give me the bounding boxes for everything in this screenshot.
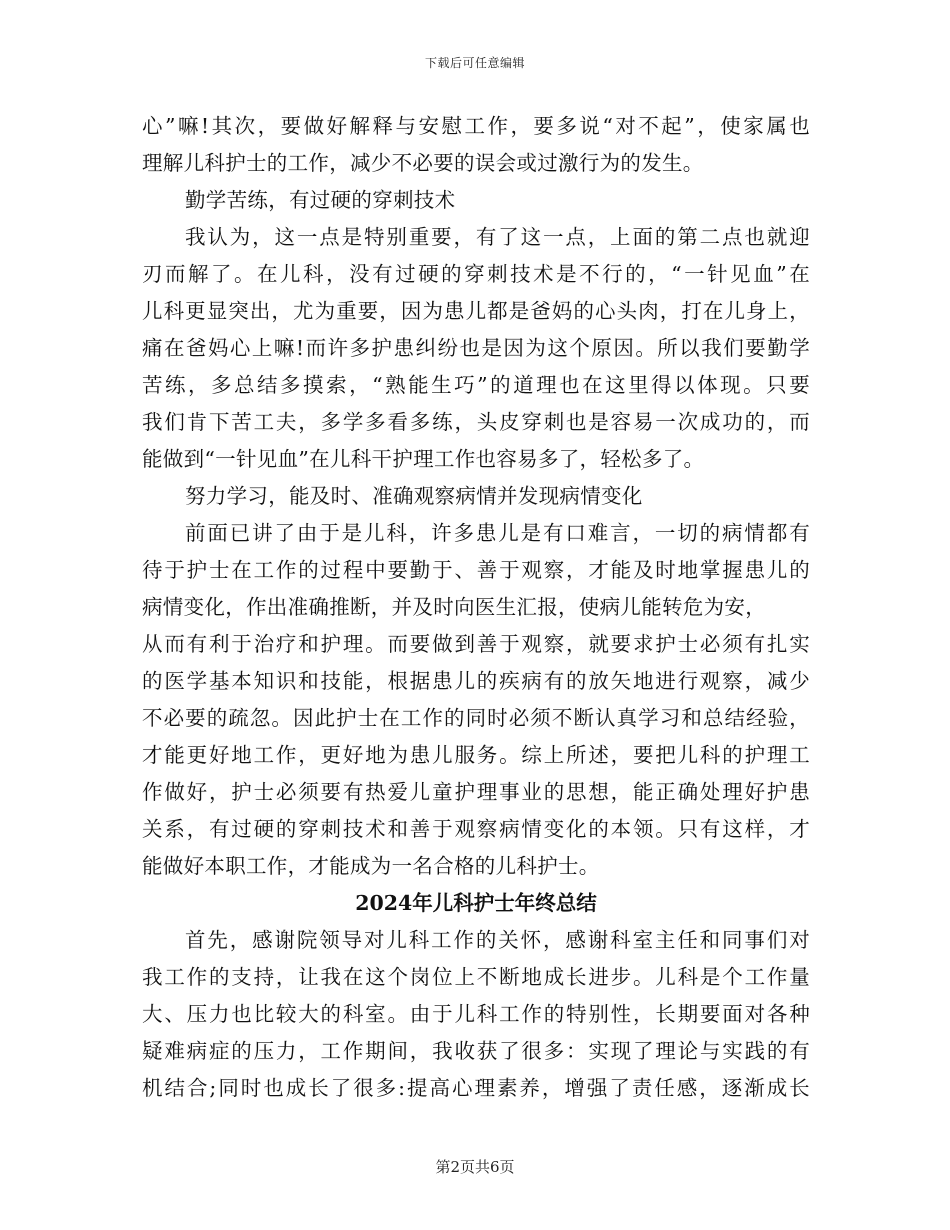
body-line: 不必要的疏忽。因此护士在工作的同时必须不断认真学习和总结经验， [142,706,810,730]
section-heading: 努力学习，能及时、准确观察病情并发现病情变化 [185,484,643,508]
document-title: 2024年儿科护士年终总结 [355,891,597,915]
body-line: 作做好，护士必须要有热爱儿童护理事业的思想，能正确处理好护患 [142,780,810,804]
body-line: 病情变化，作出准确推断，并及时向医生汇报，使病儿能转危为安， [142,595,766,619]
body-line: 首先，感谢院领导对儿科工作的关怀，感谢科室主任和同事们对 [185,928,810,952]
document-body [142,108,810,1107]
body-line: 能做好本职工作，才能成为一名合格的儿科护士。 [142,854,600,878]
body-line: 我工作的支持，让我在这个岗位上不断地成长进步。儿科是个工作量 [142,965,810,989]
body-line: 痛在爸妈心上嘛!而许多护患纠纷也是因为这个原因。所以我们要勤学 [142,336,810,360]
body-line: 从而有利于治疗和护理。而要做到善于观察，就要求护士必须有扎实 [142,632,810,656]
body-line: 刃而解了。在儿科，没有过硬的穿刺技术是不行的，“一针见血”在 [142,262,810,286]
body-line: 待于护士在工作的过程中要勤于、善于观察，才能及时地掌握患儿的 [142,558,810,582]
body-line: 才能更好地工作，更好地为患儿服务。综上所述，要把儿科的护理工 [142,743,810,767]
body-line: 理解儿科护士的工作，减少不必要的误会或过激行为的发生。 [142,151,704,175]
body-line: 苦练，多总结多摸索，“熟能生巧”的道理也在这里得以体现。只要 [142,373,810,397]
body-line: 关系，有过硬的穿刺技术和善于观察病情变化的本领。只有这样，才 [142,817,810,841]
body-line: 我们肯下苦工夫，多学多看多练，头皮穿刺也是容易一次成功的，而 [142,410,810,434]
body-line: 的医学基本知识和技能，根据患儿的疾病有的放矢地进行观察，减少 [142,669,810,693]
body-line: 能做到“一针见血”在儿科干护理工作也容易多了，轻松多了。 [142,447,705,471]
body-line: 疑难病症的压力，工作期间，我收获了很多：实现了理论与实践的有 [142,1039,810,1063]
body-line: 我认为，这一点是特别重要，有了这一点，上面的第二点也就迎 [185,225,810,249]
body-line: 大、压力也比较大的科室。由于儿科工作的特别性，长期要面对各种 [142,1002,810,1026]
header-note: 下载后可任意编辑 [424,56,525,70]
body-line: 前面已讲了由于是儿科，许多患儿是有口难言，一切的病情都有 [185,521,810,545]
section-heading: 勤学苦练，有过硬的穿刺技术 [185,188,456,212]
page-number: 第2页共6页 [435,1158,515,1176]
body-line: 机结合;同时也成长了很多:提高心理素养，增强了责任感，逐渐成长 [142,1076,810,1100]
body-line: 儿科更显突出，尤为重要，因为患儿都是爸妈的心头肉，打在儿身上， [142,299,810,323]
body-line: 心”嘛!其次，要做好解释与安慰工作，要多说“对不起”，使家属也 [142,114,810,138]
